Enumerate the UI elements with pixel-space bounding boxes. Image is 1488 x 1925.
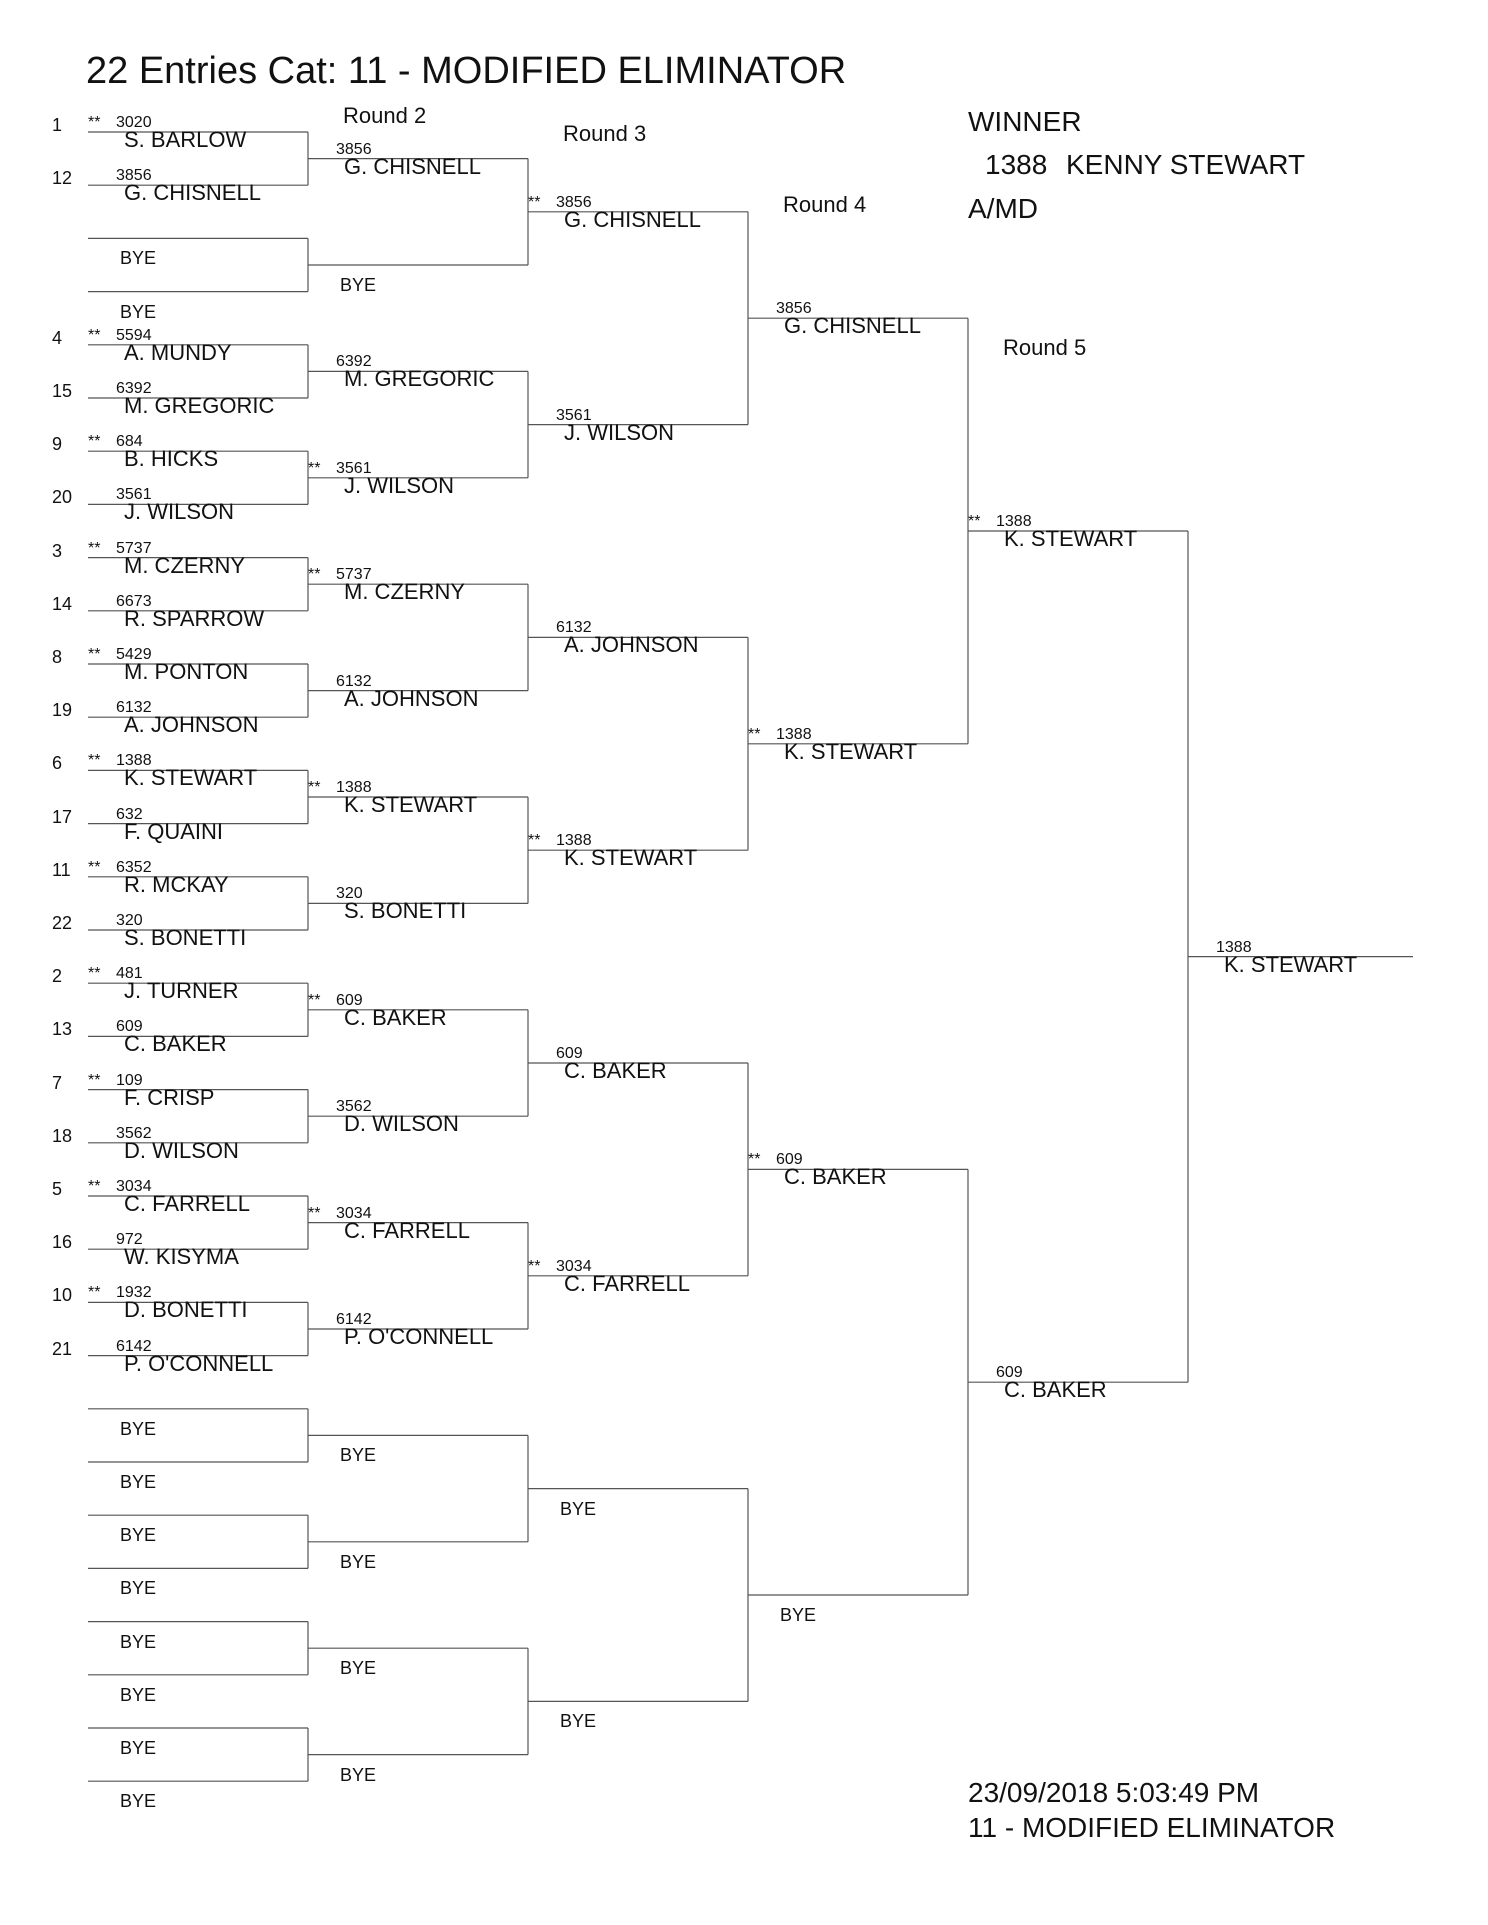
bye-label: BYE [780,1605,817,1625]
seed-number: 1 [52,115,63,135]
driver-name: G. CHISNELL [124,180,261,206]
qualifier-mark: ** [88,114,101,131]
qualifier-mark: ** [88,1071,101,1089]
driver-name: C. BAKER [564,1058,667,1083]
bye-label: BYE [120,1472,157,1492]
qualifier-mark: ** [88,326,101,344]
final-entry-number: 1388 [1216,938,1252,956]
entry-number: 609 [556,1045,583,1062]
bye-label: BYE [120,1738,157,1758]
driver-name: M. CZERNY [124,552,245,578]
seed-number: 16 [52,1232,73,1253]
seed-number: 11 [52,859,71,880]
driver-name: C. BAKER [124,1031,227,1057]
driver-name: C. BAKER [784,1164,887,1190]
winner-name: KENNY STEWART [1066,149,1306,180]
entry-number: 6673 [116,592,152,610]
driver-name: C. BAKER [344,1004,447,1030]
driver-name: S. BONETTI [124,925,247,950]
seed-number: 14 [52,593,73,614]
qualifier-mark: ** [308,566,321,584]
entry-number: 3561 [556,406,592,424]
driver-name: A. JOHNSON [124,712,259,738]
entry-number: 6142 [336,1311,372,1328]
page-title: 22 Entries Cat: 11 - MODIFIED ELIMINATOR [86,50,847,92]
entry-number: 3561 [116,486,152,504]
bye-label: BYE [120,248,157,269]
bye-label: BYE [120,1578,157,1599]
entry-number: 3562 [116,1124,152,1142]
bye-label: BYE [120,1418,157,1439]
seed-number: 10 [52,1285,73,1306]
bye-label: BYE [560,1711,597,1732]
driver-name: M. GREGORIC [344,366,495,392]
driver-name: M. PONTON [124,659,249,684]
driver-name: D. BONETTI [124,1297,248,1323]
driver-name: P. O'CONNELL [124,1350,274,1376]
entry-number: 3562 [336,1098,372,1116]
entry-number: 1388 [556,832,592,850]
qualifier-mark: ** [88,646,101,663]
qualifier-mark: ** [528,193,541,211]
driver-name: F. CRISP [124,1084,215,1110]
winner-class: A/MD [968,193,1038,224]
bye-label: BYE [120,1684,157,1705]
round-3-label: Round 3 [563,121,647,146]
driver-name: F. QUAINI [124,818,224,844]
qualifier-mark: ** [968,513,981,530]
entry-number: 3034 [556,1257,592,1275]
qualifier-mark: ** [88,965,101,983]
entry-number: 6142 [116,1337,152,1355]
entry-number: 6132 [556,619,592,637]
entry-number: 1388 [336,779,372,796]
entry-number: 5594 [116,326,152,344]
qualifier-mark: ** [308,1204,321,1222]
seed-number: 7 [52,1072,63,1093]
driver-name: K. STEWART [564,845,698,871]
qualifier-mark: ** [88,539,101,557]
driver-name: A. JOHNSON [564,632,699,658]
bye-label: BYE [340,1764,377,1785]
seed-number: 15 [52,381,73,401]
qualifier-mark: ** [308,459,321,477]
seed-number: 8 [52,647,63,667]
driver-name: S. BARLOW [124,127,247,152]
seed-number: 5 [52,1179,63,1199]
qualifier-mark: ** [528,832,541,850]
bye-label: BYE [120,1791,157,1812]
bye-label: BYE [340,1658,377,1679]
entry-number: 684 [116,433,143,451]
seed-number: 2 [52,966,63,987]
driver-name: B. HICKS [124,446,219,472]
entry-number: 609 [776,1151,803,1169]
round-2-label: Round 2 [343,103,427,128]
entry-number: 3020 [116,114,152,131]
driver-name: K. STEWART [784,738,918,764]
bye-label: BYE [120,1631,157,1652]
driver-name: G. CHISNELL [784,313,921,339]
bye-label: BYE [560,1498,597,1519]
seed-number: 20 [52,487,73,508]
qualifier-mark: ** [528,1257,541,1275]
bye-label: BYE [120,1525,157,1546]
driver-name: P. O'CONNELL [344,1324,494,1349]
bye-label: BYE [340,275,377,295]
entry-number: 972 [116,1231,143,1249]
driver-name: C. BAKER [1004,1377,1107,1403]
driver-name: K. STEWART [124,765,258,791]
footer-datetime: 23/09/2018 5:03:49 PM [968,1777,1260,1808]
seed-number: 6 [52,753,63,774]
qualifier-mark: ** [748,1151,761,1169]
seed-number: 18 [52,1125,73,1146]
driver-name: D. WILSON [344,1111,459,1137]
entry-number: 6132 [336,672,372,690]
seed-number: 21 [52,1338,73,1359]
qualifier-mark: ** [88,752,101,770]
driver-name: C. FARRELL [344,1217,470,1243]
qualifier-mark: ** [748,725,761,743]
entry-number: 3034 [116,1178,152,1195]
entry-number: 481 [116,965,143,983]
entry-number: 609 [996,1364,1023,1382]
driver-name: K. STEWART [1004,526,1138,551]
driver-name: A. JOHNSON [344,685,479,711]
entry-number: 320 [116,912,143,929]
driver-name: M. GREGORIC [124,393,275,418]
entry-number: 3856 [556,193,592,211]
seed-number: 4 [52,327,63,348]
entry-number: 1388 [996,513,1032,530]
winner-number: 1388 [985,149,1048,180]
driver-name: S. BONETTI [344,898,467,924]
entry-number: 3856 [116,167,152,185]
qualifier-mark: ** [308,991,321,1009]
driver-name: K. STEWART [344,792,478,817]
entry-number: 3561 [336,459,372,477]
entry-number: 5429 [116,646,152,663]
entry-number: 5737 [116,539,152,557]
qualifier-mark: ** [88,1284,101,1302]
seed-number: 13 [52,1019,73,1040]
bye-label: BYE [120,301,157,322]
driver-name: C. FARRELL [564,1270,690,1296]
entry-number: 6132 [116,699,152,717]
seed-number: 12 [52,168,73,189]
entry-number: 3856 [776,300,812,318]
driver-name: J. TURNER [124,978,239,1004]
driver-name: J. WILSON [124,499,235,525]
entry-number: 609 [116,1018,143,1036]
driver-name: R. SPARROW [124,605,265,631]
entry-number: 6352 [116,858,152,876]
entry-number: 632 [116,805,143,823]
bye-label: BYE [340,1445,377,1466]
entry-number: 320 [336,885,363,903]
entry-number: 5737 [336,566,372,584]
qualifier-mark: ** [308,779,321,796]
entry-number: 1932 [116,1284,152,1302]
qualifier-mark: ** [88,1178,101,1195]
driver-name: G. CHISNELL [564,206,701,232]
seed-number: 22 [52,913,73,933]
round-4-label: Round 4 [783,192,867,217]
entry-number: 1388 [116,752,152,770]
driver-name: C. FARRELL [124,1191,250,1216]
entry-number: 3856 [336,140,372,158]
bye-label: BYE [340,1551,377,1572]
qualifier-mark: ** [88,433,101,451]
driver-name: G. CHISNELL [344,153,481,179]
entry-number: 3034 [336,1204,372,1222]
driver-name: J. WILSON [564,419,675,445]
driver-name: A. MUNDY [124,339,232,365]
entry-number: 6392 [336,353,372,371]
qualifier-mark: ** [88,858,101,876]
seed-number: 19 [52,700,73,721]
final-driver-name: K. STEWART [1224,951,1358,977]
entry-number: 1388 [776,725,812,743]
round-5-label: Round 5 [1003,335,1087,360]
driver-name: D. WILSON [124,1137,239,1163]
entry-number: 6392 [116,380,152,397]
driver-name: R. MCKAY [124,871,229,897]
driver-name: W. KISYMA [124,1244,239,1270]
winner-label: WINNER [968,106,1082,137]
driver-name: M. CZERNY [344,579,465,605]
entry-number: 609 [336,991,363,1009]
seed-number: 3 [52,540,63,561]
driver-name: J. WILSON [344,472,455,498]
seed-number: 17 [52,806,73,827]
entry-number: 109 [116,1071,143,1089]
footer-category: 11 - MODIFIED ELIMINATOR [968,1812,1336,1843]
seed-number: 9 [52,434,63,455]
